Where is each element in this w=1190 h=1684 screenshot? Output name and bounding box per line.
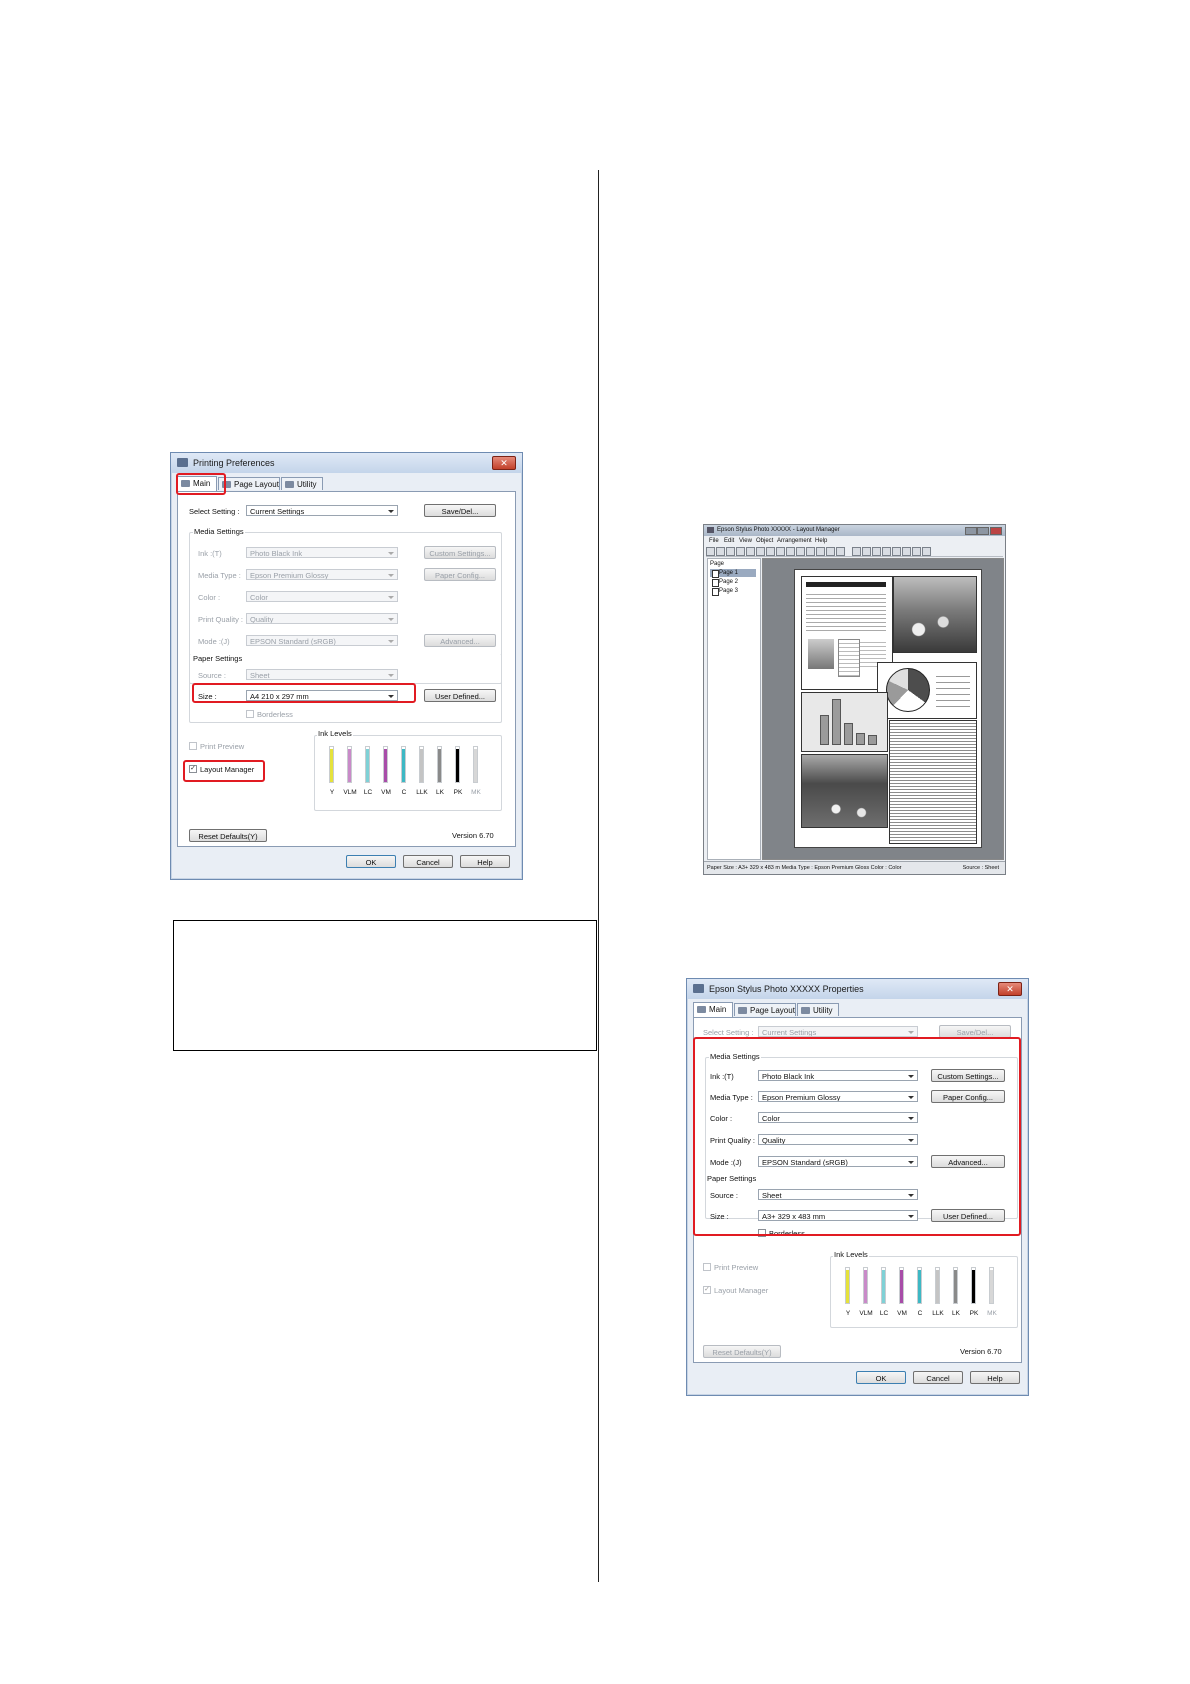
reset-defaults-button[interactable]: Reset Defaults(Y) bbox=[189, 829, 267, 842]
highlight-layout-manager bbox=[183, 760, 265, 782]
ink-fill bbox=[402, 749, 405, 782]
source-value: Sheet bbox=[250, 671, 270, 680]
mode-label: Mode :(J) bbox=[710, 1158, 742, 1167]
borderless-label: Borderless bbox=[257, 710, 293, 719]
close-button[interactable]: ✕ bbox=[998, 982, 1022, 996]
source-label: Source : bbox=[710, 1191, 738, 1200]
ink-fill bbox=[474, 749, 477, 782]
tab-main[interactable] bbox=[693, 1002, 733, 1017]
ink-bar-mk bbox=[473, 746, 478, 783]
toolbar-button-icon[interactable] bbox=[836, 547, 845, 556]
advanced-button[interactable]: Advanced... bbox=[931, 1155, 1005, 1168]
mode-value: EPSON Standard (sRGB) bbox=[250, 637, 336, 646]
toolbar-button-icon[interactable] bbox=[756, 547, 765, 556]
ink-label-vm: VM bbox=[381, 789, 391, 796]
ink-label-lk: LK bbox=[436, 789, 444, 796]
toolbar-button-icon[interactable] bbox=[852, 547, 861, 556]
layout-manager-label: Layout Manager bbox=[200, 765, 255, 774]
ink-label-vm: VM bbox=[897, 1310, 907, 1317]
bar-1 bbox=[820, 715, 829, 745]
status-right: Source : Sheet bbox=[962, 865, 999, 871]
ink-label-llk: LLK bbox=[932, 1310, 944, 1317]
select-setting-label: Select Setting : bbox=[189, 507, 240, 516]
print-quality-value: Quality bbox=[250, 615, 274, 624]
ink-bar-vlm bbox=[863, 1267, 868, 1304]
toolbar-button-icon[interactable] bbox=[746, 547, 755, 556]
ink-bar-pk bbox=[455, 746, 460, 783]
ink-label-y: Y bbox=[845, 1310, 851, 1317]
size-value: A3+ 329 x 483 mm bbox=[762, 1212, 826, 1221]
printer-icon bbox=[177, 458, 188, 467]
lm-title: Epson Stylus Photo XXXXX - Layout Manager bbox=[717, 527, 840, 533]
ink-bar-pk bbox=[971, 1267, 976, 1304]
size-label: Size : bbox=[198, 692, 217, 701]
ink-fill bbox=[954, 1270, 957, 1303]
toolbar-button-icon[interactable] bbox=[816, 547, 825, 556]
color-value: Color bbox=[762, 1114, 780, 1123]
tab-page-layout[interactable] bbox=[734, 1003, 796, 1016]
photo-field-thumbnail[interactable] bbox=[801, 754, 888, 828]
toolbar-button-icon[interactable] bbox=[796, 547, 805, 556]
close-icon[interactable] bbox=[990, 527, 1002, 535]
paper-settings-title: Paper Settings bbox=[707, 1174, 757, 1183]
toolbar-button-icon[interactable] bbox=[726, 547, 735, 556]
paper-sheet bbox=[794, 569, 982, 848]
ink-bar-lc bbox=[365, 746, 370, 783]
column-divider bbox=[598, 170, 599, 1582]
printer-icon bbox=[693, 984, 704, 993]
ink-fill bbox=[456, 749, 459, 782]
highlight-size bbox=[192, 683, 416, 703]
ink-label-pk: PK bbox=[453, 789, 463, 796]
dialog-title: Printing Preferences bbox=[193, 458, 275, 468]
ink-levels-chart bbox=[839, 1267, 1009, 1325]
ink-value: Photo Black Ink bbox=[250, 549, 303, 558]
media-settings-title: Media Settings bbox=[194, 527, 244, 536]
tree-item-label: Page 2 bbox=[719, 579, 739, 585]
media-settings-title: Media Settings bbox=[710, 1052, 760, 1061]
chevron-down-icon bbox=[908, 1031, 914, 1034]
ink-fill bbox=[918, 1270, 921, 1303]
ink-bar-llk bbox=[935, 1267, 940, 1304]
toolbar-button-icon[interactable] bbox=[862, 547, 871, 556]
highlight-main-tab bbox=[176, 473, 226, 495]
size-value: A4 210 x 297 mm bbox=[250, 692, 309, 701]
ink-fill bbox=[900, 1270, 903, 1303]
tree-item-page-1[interactable] bbox=[710, 569, 756, 577]
ink-fill bbox=[438, 749, 441, 782]
ink-fill bbox=[846, 1270, 849, 1303]
ink-fill bbox=[882, 1270, 885, 1303]
paper-config-button[interactable]: Paper Config... bbox=[931, 1090, 1005, 1103]
tab-main-label: Main bbox=[193, 479, 211, 488]
ink-label-mk: MK bbox=[987, 1310, 997, 1317]
tab-page-layout-label: Page Layout bbox=[234, 480, 279, 489]
ink-bar-lk bbox=[953, 1267, 958, 1304]
cancel-button[interactable]: Cancel bbox=[913, 1371, 963, 1384]
ink-label-y: Y bbox=[329, 789, 335, 796]
layout-canvas bbox=[762, 558, 1004, 860]
color-label: Color : bbox=[710, 1114, 733, 1123]
text-column-thumbnail[interactable] bbox=[889, 720, 977, 844]
media-type-label: Media Type : bbox=[198, 571, 241, 580]
chevron-down-icon bbox=[388, 552, 394, 555]
ink-bar-y bbox=[845, 1267, 850, 1304]
reset-defaults-button[interactable]: Reset Defaults(Y) bbox=[703, 1345, 781, 1358]
dialog-titlebar bbox=[171, 453, 522, 473]
doc-image bbox=[808, 639, 834, 669]
tab-page-layout-label: Page Layout bbox=[750, 1006, 795, 1015]
advanced-button[interactable]: Advanced... bbox=[424, 634, 496, 647]
print-preview-checkbox[interactable] bbox=[703, 1263, 711, 1271]
page-tree bbox=[707, 558, 761, 860]
ink-label-vlm: VLM bbox=[859, 1310, 873, 1317]
lm-toolbar bbox=[706, 547, 1003, 557]
toolbar-button-icon[interactable] bbox=[872, 547, 881, 556]
ink-bar-vlm bbox=[347, 746, 352, 783]
chevron-down-icon bbox=[388, 674, 394, 677]
save-del-button[interactable]: Save/Del... bbox=[424, 504, 496, 517]
layout-manager-checkbox[interactable]: ✓ bbox=[190, 765, 196, 772]
source-combo[interactable] bbox=[246, 669, 398, 680]
ink-fill bbox=[366, 749, 369, 782]
chevron-down-icon bbox=[388, 618, 394, 621]
pie-legend bbox=[936, 671, 970, 707]
lm-statusbar bbox=[704, 861, 1005, 874]
color-combo[interactable] bbox=[246, 591, 398, 602]
ink-label-c: C bbox=[917, 1310, 923, 1317]
bar-4 bbox=[856, 733, 865, 745]
ink-label: Ink :(T) bbox=[198, 549, 222, 558]
source-label: Source : bbox=[198, 671, 226, 680]
ink-fill bbox=[990, 1270, 993, 1303]
page-icon bbox=[738, 1007, 747, 1014]
tab-utility[interactable] bbox=[797, 1003, 839, 1016]
color-label: Color : bbox=[198, 593, 221, 602]
version-label: Version 6.70 bbox=[960, 1347, 1002, 1356]
toolbar-button-icon[interactable] bbox=[806, 547, 815, 556]
ink-label-lc: LC bbox=[879, 1310, 889, 1317]
ink-levels-title: Ink Levels bbox=[318, 729, 352, 738]
toolbar-button-icon[interactable] bbox=[892, 547, 901, 556]
bar-3 bbox=[844, 723, 853, 745]
cancel-button[interactable]: Cancel bbox=[403, 855, 453, 868]
ink-label-lc: LC bbox=[363, 789, 373, 796]
ink-label-mk: MK bbox=[471, 789, 481, 796]
mode-combo[interactable] bbox=[246, 635, 398, 646]
chevron-down-icon bbox=[388, 596, 394, 599]
print-quality-label: Print Quality : bbox=[710, 1136, 756, 1145]
lm-menubar bbox=[704, 537, 1005, 546]
toolbar-button-icon[interactable] bbox=[912, 547, 921, 556]
custom-settings-button[interactable]: Custom Settings... bbox=[931, 1069, 1005, 1082]
bar-2 bbox=[832, 699, 841, 745]
ink-bar-vm bbox=[899, 1267, 904, 1304]
printing-preferences-dialog bbox=[170, 452, 523, 880]
chevron-down-icon bbox=[388, 640, 394, 643]
toolbar-button-icon[interactable] bbox=[786, 547, 795, 556]
toolbar-button-icon[interactable] bbox=[902, 547, 911, 556]
pie-chart-thumbnail[interactable] bbox=[877, 662, 977, 719]
ink-fill bbox=[864, 1270, 867, 1303]
ink-bar-y bbox=[329, 746, 334, 783]
select-setting-label: Select Setting : bbox=[703, 1028, 754, 1037]
paper-config-button[interactable]: Paper Config... bbox=[424, 568, 496, 581]
page-icon bbox=[712, 570, 719, 578]
user-defined-button[interactable]: User Defined... bbox=[931, 1209, 1005, 1222]
chevron-down-icon bbox=[388, 510, 394, 513]
ok-button[interactable]: OK bbox=[346, 855, 396, 868]
toolbar-button-icon[interactable] bbox=[706, 547, 715, 556]
close-button[interactable]: ✕ bbox=[492, 456, 516, 470]
ink-fill bbox=[330, 749, 333, 782]
help-button[interactable]: Help bbox=[460, 855, 510, 868]
ink-bar-mk bbox=[989, 1267, 994, 1304]
media-type-label: Media Type : bbox=[710, 1093, 753, 1102]
doc-table bbox=[838, 639, 860, 677]
media-type-value: Epson Premium Glossy bbox=[250, 571, 329, 580]
media-type-combo[interactable] bbox=[246, 569, 398, 580]
toolbar-button-icon[interactable] bbox=[826, 547, 835, 556]
help-button[interactable]: Help bbox=[970, 1371, 1020, 1384]
user-defined-button[interactable]: User Defined... bbox=[424, 689, 496, 702]
photo-flowers-thumbnail[interactable] bbox=[893, 576, 977, 653]
ink-label: Ink :(T) bbox=[710, 1072, 734, 1081]
ink-combo[interactable] bbox=[246, 547, 398, 558]
save-del-button[interactable]: Save/Del... bbox=[939, 1025, 1011, 1038]
toolbar-button-icon[interactable] bbox=[716, 547, 725, 556]
version-label: Version 6.70 bbox=[452, 831, 494, 840]
note-box bbox=[173, 920, 597, 1051]
select-setting-value: Current Settings bbox=[762, 1028, 817, 1037]
ink-bar-llk bbox=[419, 746, 424, 783]
wrench-icon bbox=[285, 481, 294, 488]
select-setting-combo[interactable] bbox=[758, 1026, 918, 1037]
color-value: Color bbox=[250, 593, 268, 602]
bar-chart-thumbnail[interactable] bbox=[801, 692, 888, 752]
lm-titlebar bbox=[704, 525, 1005, 536]
tree-item-label: Page 3 bbox=[719, 588, 739, 594]
wrench-icon bbox=[801, 1007, 810, 1014]
ink-fill bbox=[420, 749, 423, 782]
toolbar-button-icon[interactable] bbox=[922, 547, 931, 556]
tab-utility[interactable] bbox=[281, 477, 323, 490]
ink-value: Photo Black Ink bbox=[762, 1072, 815, 1081]
ink-label-pk: PK bbox=[969, 1310, 979, 1317]
minimize-icon[interactable] bbox=[965, 527, 977, 535]
page-icon bbox=[712, 588, 719, 596]
ink-fill bbox=[972, 1270, 975, 1303]
ink-fill bbox=[384, 749, 387, 782]
toolbar-button-icon[interactable] bbox=[882, 547, 891, 556]
tab-utility-label: Utility bbox=[813, 1006, 833, 1015]
main-tab-panel bbox=[177, 491, 516, 847]
tree-item-label: Page 1 bbox=[719, 570, 739, 576]
tree-item-page-3[interactable] bbox=[710, 587, 756, 595]
source-value: Sheet bbox=[762, 1191, 782, 1200]
ink-label-vlm: VLM bbox=[343, 789, 357, 796]
highlight-media-paper-settings bbox=[693, 1037, 1021, 1236]
ink-label-llk: LLK bbox=[416, 789, 428, 796]
ink-label-c: C bbox=[401, 789, 407, 796]
menu-edit[interactable]: Edit bbox=[724, 538, 735, 544]
ink-bar-lk bbox=[437, 746, 442, 783]
custom-settings-button[interactable]: Custom Settings... bbox=[424, 546, 496, 559]
doc-heading-bar bbox=[806, 582, 886, 587]
print-quality-label: Print Quality : bbox=[198, 615, 244, 624]
print-quality-combo[interactable] bbox=[246, 613, 398, 624]
doc-text-block bbox=[806, 591, 886, 631]
chevron-down-icon bbox=[388, 574, 394, 577]
ink-label-lk: LK bbox=[952, 1310, 960, 1317]
page-icon bbox=[712, 579, 719, 587]
status-left: Paper Size : A3+ 329 x 483 m Media Type : Epson Premium Gloss Color : Color bbox=[707, 865, 902, 871]
ink-bar-c bbox=[917, 1267, 922, 1304]
ink-fill bbox=[936, 1270, 939, 1303]
layout-manager-label: Layout Manager bbox=[714, 1286, 769, 1295]
ink-fill bbox=[348, 749, 351, 782]
tab-page-layout[interactable] bbox=[218, 477, 280, 490]
dialog-titlebar bbox=[687, 979, 1028, 999]
ink-bar-c bbox=[401, 746, 406, 783]
print-preview-checkbox[interactable] bbox=[189, 742, 197, 750]
select-setting-combo[interactable] bbox=[246, 505, 398, 516]
printer-icon bbox=[697, 1006, 706, 1013]
print-preview-label: Print Preview bbox=[200, 742, 245, 751]
maximize-icon[interactable] bbox=[977, 527, 989, 535]
toolbar-button-icon[interactable] bbox=[736, 547, 745, 556]
tree-root: Page bbox=[710, 561, 725, 567]
tab-main-label: Main bbox=[709, 1005, 727, 1014]
borderless-checkbox[interactable] bbox=[246, 710, 254, 718]
menu-arrangement[interactable]: Arrangement bbox=[777, 538, 812, 544]
ink-levels-title: Ink Levels bbox=[834, 1250, 868, 1259]
app-icon bbox=[707, 527, 714, 533]
tab-utility-label: Utility bbox=[297, 480, 317, 489]
layout-manager-window bbox=[703, 524, 1006, 875]
layout-manager-checkbox[interactable]: ✓ bbox=[704, 1286, 710, 1293]
size-label: Size : bbox=[710, 1212, 729, 1221]
menu-file[interactable]: File bbox=[709, 538, 719, 544]
bar-5 bbox=[868, 735, 877, 745]
menu-object[interactable]: Object bbox=[756, 538, 774, 544]
paper-settings-title: Paper Settings bbox=[193, 654, 243, 663]
borderless-label: Borderless bbox=[769, 1229, 805, 1238]
select-setting-value: Current Settings bbox=[250, 507, 305, 516]
mode-label: Mode :(J) bbox=[198, 637, 230, 646]
tree-item-page-2[interactable] bbox=[710, 578, 756, 586]
print-preview-label: Print Preview bbox=[714, 1263, 759, 1272]
media-type-value: Epson Premium Glossy bbox=[762, 1093, 841, 1102]
ink-bar-vm bbox=[383, 746, 388, 783]
mode-value: EPSON Standard (sRGB) bbox=[762, 1158, 848, 1167]
print-quality-value: Quality bbox=[762, 1136, 786, 1145]
menu-view[interactable]: View bbox=[739, 538, 752, 544]
pie-graphic bbox=[886, 668, 930, 712]
ink-levels-chart bbox=[323, 746, 493, 806]
menu-help[interactable]: Help bbox=[815, 538, 828, 544]
toolbar-button-icon[interactable] bbox=[776, 547, 785, 556]
dialog-title: Epson Stylus Photo XXXXX Properties bbox=[709, 984, 864, 994]
toolbar-button-icon[interactable] bbox=[766, 547, 775, 556]
ok-button[interactable]: OK bbox=[856, 1371, 906, 1384]
ink-bar-lc bbox=[881, 1267, 886, 1304]
